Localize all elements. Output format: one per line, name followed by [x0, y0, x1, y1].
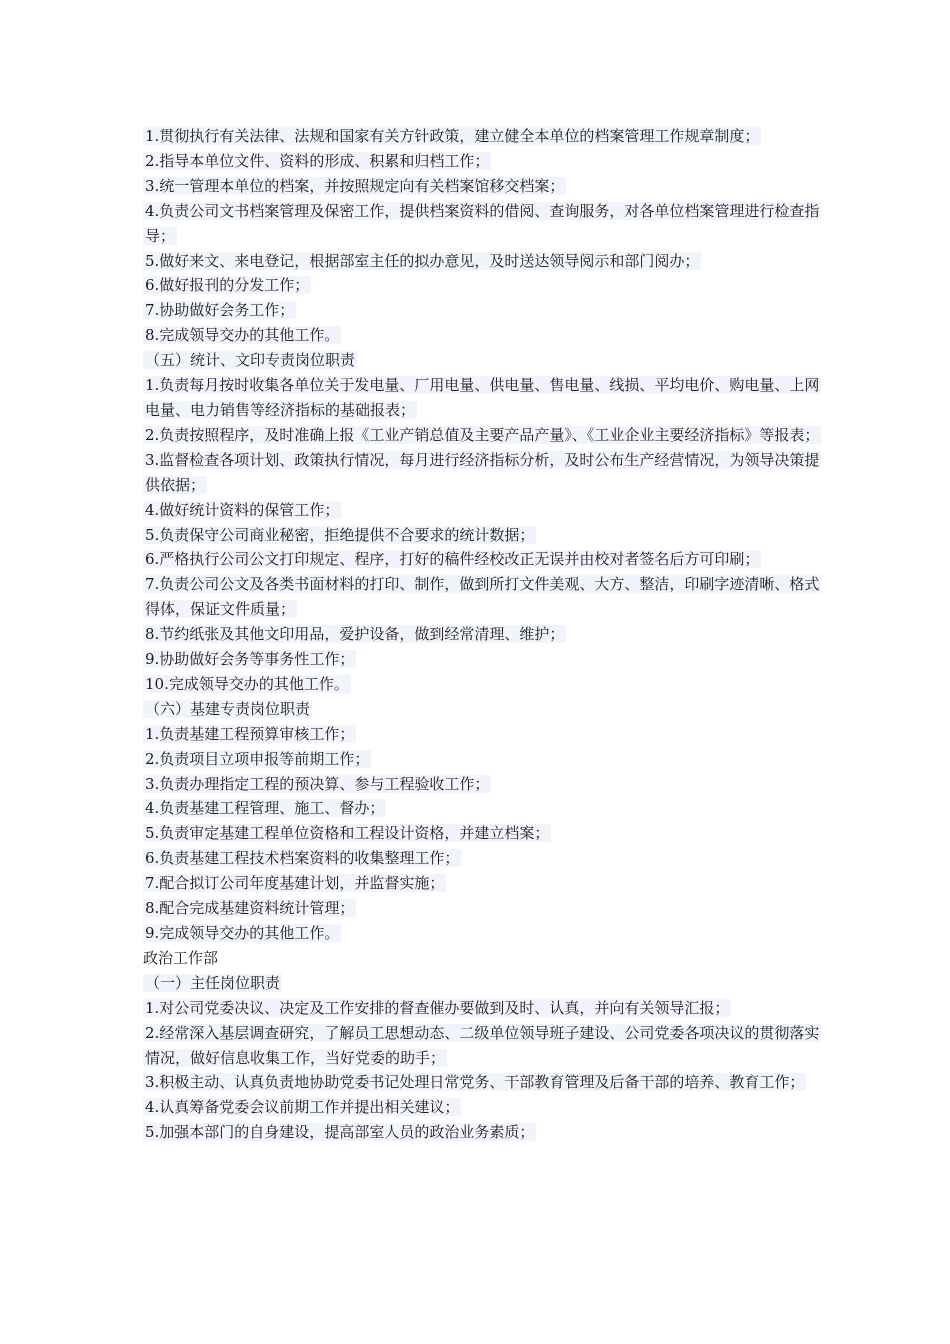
- line-25: 7.配合拟订公司年度基建计划，并监督实施；: [145, 874, 445, 893]
- line-9: 1.负责每月按时收集各单位关于发电量、厂用电量、供电量、售电量、线损、平均电价、购电量、上网电量、电力销售等经济指标的基础报表；: [145, 376, 820, 419]
- line-3: 3.统一管理本单位的档案，并按照规定向有关档案馆移交档案；: [145, 176, 565, 195]
- line-19: 1.负责基建工程预算审核工作；: [145, 724, 355, 743]
- line-10: 2.负责按照程序，及时准确上报《工业产销总值及主要产品产量》、《工业企业主要经济指标》等报表；: [145, 425, 820, 444]
- line-5: 5.做好来文、来电登记，根据部室主任的拟办意见，及时送达领导阅示和部门阅办；: [145, 251, 700, 270]
- line-22: 4.负责基建工程管理、施工、督办；: [145, 799, 385, 818]
- department-title: 政治工作部: [143, 948, 219, 967]
- line-6: 6.做好报刊的分发工作；: [145, 276, 310, 295]
- line-14: 6.严格执行公司公文打印规定、程序，打好的稿件经校改正无误并由校对者签名后方可印刷；: [145, 550, 760, 569]
- line-12: 4.做好统计资料的保管工作；: [145, 500, 340, 519]
- line-21: 3.负责办理指定工程的预决算、参与工程验收工作；: [145, 774, 490, 793]
- line-32: 5.加强本部门的自身建设，提高部室人员的政治业务素质；: [145, 1123, 535, 1142]
- line-30: 3.积极主动、认真负责地协助党委书记处理日常党务、干部教育管理及后备干部的培养、教育工作；: [145, 1073, 805, 1092]
- section-heading-6: （六）基建专责岗位职责: [145, 699, 311, 718]
- line-18: 10.完成领导交办的其他工作。: [145, 674, 349, 693]
- line-11: 3.监督检查各项计划、政策执行情况，每月进行经济指标分析，及时公布生产经营情况，为领导决策提供依据；: [145, 450, 820, 494]
- line-1: 1.贯彻执行有关法律、法规和国家有关方针政策，建立健全本单位的档案管理工作规章制度；: [145, 127, 760, 145]
- section-heading-5: （五）统计、文印专责岗位职责: [145, 351, 356, 370]
- line-2: 2.指导本单位文件、资料的形成、积累和归档工作；: [145, 151, 490, 170]
- line-27: 9.完成领导交办的其他工作。: [145, 924, 340, 942]
- line-8: 8.完成领导交办的其他工作。: [145, 326, 340, 345]
- line-4: 4.负责公司文书档案管理及保密工作，提供档案资料的借阅、查询服务，对各单位档案管理进行检查指导；: [145, 201, 820, 245]
- line-16: 8.节约纸张及其他文印用品，爱护设备，做到经常清理、维护；: [145, 625, 565, 644]
- document-body: [143, 124, 823, 1145]
- line-24: 6.负责基建工程技术档案资料的收集整理工作；: [145, 849, 460, 868]
- line-17: 9.协助做好会务等事务性工作；: [145, 650, 355, 669]
- line-26: 8.配合完成基建资料统计管理；: [145, 899, 355, 918]
- section-heading-1: （一）主任岗位职责: [145, 973, 281, 992]
- line-7: 7.协助做好会务工作；: [145, 301, 295, 320]
- line-13: 5.负责保守公司商业秘密，拒绝提供不合要求的统计数据；: [145, 525, 535, 544]
- line-15: 7.负责公司公文及各类书面材料的打印、制作，做到所打文件美观、大方、整洁，印刷字迹清晰、格式得体，保证文件质量；: [145, 575, 820, 619]
- line-20: 2.负责项目立项申报等前期工作；: [145, 749, 370, 768]
- line-29: 2.经常深入基层调查研究，了解员工思想动态、二级单位领导班子建设、公司党委各项决议的贯彻落实情况，做好信息收集工作，当好党委的助手；: [145, 1023, 820, 1067]
- line-23: 5.负责审定基建工程单位资格和工程设计资格，并建立档案；: [145, 824, 550, 843]
- line-31: 4.认真筹备党委会议前期工作并提出相关建议；: [145, 1098, 460, 1117]
- line-28: 1.对公司党委决议、决定及工作安排的督查催办要做到及时、认真，并向有关领导汇报；: [145, 998, 730, 1017]
